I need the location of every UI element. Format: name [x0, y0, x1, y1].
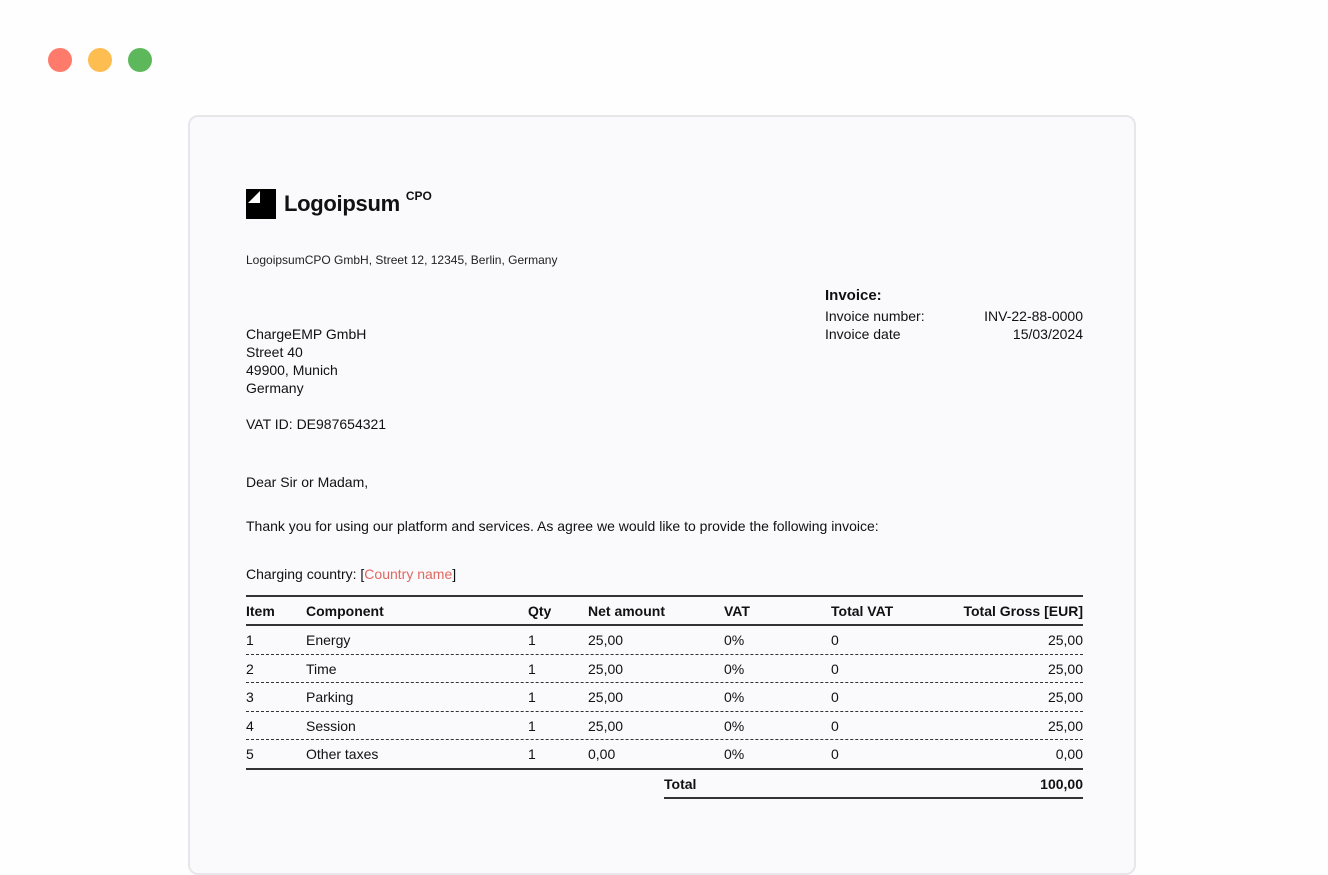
header-vat: VAT [724, 603, 750, 619]
cell-gross: 25,00 [1047, 632, 1083, 648]
header-qty: Qty [528, 603, 552, 619]
company-logo [246, 189, 432, 219]
cell-item: 4 [246, 717, 254, 734]
header-total-gross: Total Gross [EUR] [963, 603, 1083, 619]
cell-component: Parking [306, 689, 354, 705]
cell-qty: 1 [528, 632, 536, 648]
table-row [246, 683, 1083, 712]
header-total-vat: Total VAT [831, 603, 894, 619]
cell-qty: 1 [528, 746, 536, 762]
cell-qty: 1 [528, 717, 536, 734]
table-row [246, 626, 1083, 655]
invoice-table [246, 595, 1083, 799]
recipient-vat-id: VAT ID: DE987654321 [246, 416, 387, 432]
logo-square-icon [246, 189, 276, 219]
cell-item: 3 [246, 689, 254, 705]
cell-vat: 0% [724, 632, 745, 648]
cell-item: 2 [246, 660, 254, 677]
table-row [246, 712, 1083, 741]
cell-vat: 0% [724, 746, 745, 762]
cell-vat: 0% [724, 717, 745, 734]
invoice-number-value: INV-22-88-0000 [984, 308, 1083, 324]
charging-country-close: ] [452, 566, 457, 582]
cell-vat: 0% [724, 660, 745, 677]
cell-component: Session [306, 717, 356, 734]
cell-gross: 25,00 [1047, 660, 1083, 677]
country-name-placeholder: Country name [364, 566, 453, 582]
cell-component: Energy [306, 632, 351, 648]
charging-country-label: Charging country: [ [246, 566, 365, 582]
total-value: 100,00 [1040, 775, 1083, 792]
header-net-amount: Net amount [588, 603, 665, 619]
total-row [664, 770, 1083, 799]
recipient-address [246, 325, 366, 397]
invoice-title: Invoice: [825, 287, 882, 304]
total-label: Total [664, 775, 697, 792]
cell-total-vat: 0 [831, 660, 839, 677]
recipient-company: ChargeEMP GmbH [246, 326, 367, 342]
invoice-date-label: Invoice date [825, 326, 901, 342]
cell-total-vat: 0 [831, 717, 839, 734]
logo-name: Logoipsum [284, 191, 400, 216]
minimize-window-button[interactable] [88, 48, 112, 72]
cell-gross: 0,00 [1055, 746, 1083, 762]
charging-country [246, 566, 456, 582]
cell-component: Time [306, 660, 337, 677]
invoice-info [825, 287, 1083, 343]
invoice-number-row [825, 307, 1083, 325]
invoice-number-label: Invoice number: [825, 308, 925, 324]
recipient-street: Street 40 [246, 344, 303, 360]
cell-net: 25,00 [588, 632, 624, 648]
cell-vat: 0% [724, 689, 745, 705]
sender-address: LogoipsumCPO GmbH, Street 12, 12345, Berlin, Germany [246, 253, 558, 267]
invoice-date-row [825, 325, 1083, 343]
cell-gross: 25,00 [1047, 689, 1083, 705]
cell-qty: 1 [528, 660, 536, 677]
cell-net: 25,00 [588, 660, 624, 677]
logo-superscript: CPO [405, 189, 432, 203]
cell-item: 1 [246, 632, 254, 648]
greeting: Dear Sir or Madam, [246, 474, 369, 490]
cell-gross: 25,00 [1047, 717, 1083, 734]
cell-total-vat: 0 [831, 746, 839, 762]
recipient-city: 49900, Munich [246, 362, 338, 378]
cell-net: 0,00 [588, 746, 616, 762]
cell-total-vat: 0 [831, 689, 839, 705]
invoice-document [188, 115, 1136, 875]
table-row [246, 740, 1083, 770]
recipient-country: Germany [246, 380, 304, 396]
cell-item: 5 [246, 746, 254, 762]
cell-component: Other taxes [306, 746, 379, 762]
window-controls [48, 48, 152, 72]
intro-text: Thank you for using our platform and services. As agree we would like to provide the following invoice: [246, 518, 879, 534]
cell-net: 25,00 [588, 689, 624, 705]
cell-total-vat: 0 [831, 632, 839, 648]
table-header [246, 595, 1083, 626]
table-row [246, 655, 1083, 684]
header-component: Component [306, 603, 384, 619]
close-window-button[interactable] [48, 48, 72, 72]
maximize-window-button[interactable] [128, 48, 152, 72]
cell-net: 25,00 [588, 717, 624, 734]
invoice-date-value: 15/03/2024 [1012, 326, 1083, 342]
header-item: Item [246, 603, 275, 619]
cell-qty: 1 [528, 689, 536, 705]
